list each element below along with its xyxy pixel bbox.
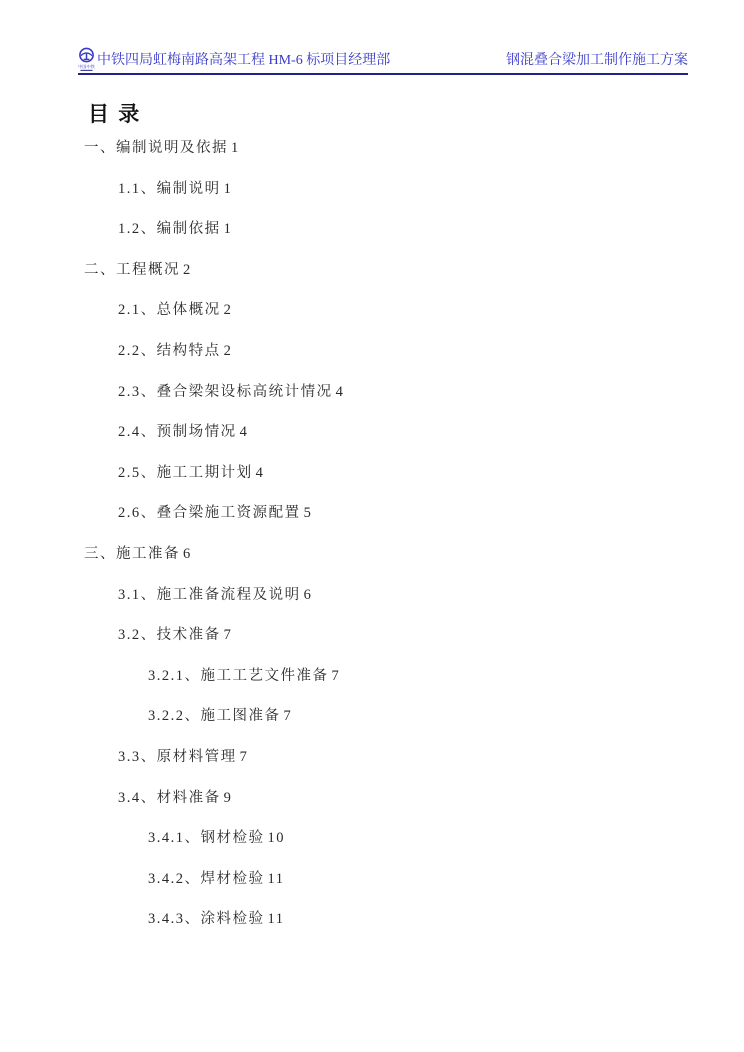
toc-entry-label: 一、编制说明及依据 bbox=[84, 140, 228, 156]
toc-entry bbox=[84, 534, 704, 575]
toc-entry-label: 3.1、施工准备流程及说明 bbox=[118, 586, 301, 603]
toc-entry bbox=[84, 331, 704, 372]
toc-entry-page-number: 9 bbox=[223, 789, 233, 806]
toc-entry-page-number: 10 bbox=[267, 830, 285, 847]
toc-entry-page-number: 1 bbox=[231, 140, 240, 156]
toc-entry-label: 2.2、结构特点 bbox=[118, 342, 221, 359]
toc-entry-page-number: 11 bbox=[267, 911, 285, 928]
toc-entry bbox=[84, 818, 704, 859]
company-logo-icon bbox=[78, 47, 95, 73]
toc-entry-label: 三、施工准备 bbox=[84, 545, 180, 562]
toc-list bbox=[84, 128, 704, 940]
toc-entry-label: 2.4、预制场情况 bbox=[118, 424, 237, 441]
toc-entry-page-number: 2 bbox=[223, 302, 233, 319]
toc-entry-page-number: 7 bbox=[223, 627, 233, 644]
toc-entry-label: 3.4、材料准备 bbox=[118, 789, 221, 806]
toc-entry-page-number: 1 bbox=[223, 180, 233, 197]
toc-entry-page-number: 6 bbox=[183, 545, 192, 562]
toc-entry-label: 2.5、施工工期计划 bbox=[118, 464, 253, 481]
page-header bbox=[78, 44, 688, 75]
toc-entry bbox=[84, 696, 704, 737]
toc-entry-label: 二、工程概况 bbox=[84, 261, 180, 278]
toc-entry-page-number: 1 bbox=[223, 221, 233, 238]
page-title: 目 录 bbox=[88, 102, 142, 126]
toc-entry-page-number: 2 bbox=[183, 261, 192, 278]
toc-entry bbox=[84, 859, 704, 900]
toc-entry-label: 1.1、编制说明 bbox=[118, 180, 221, 197]
toc-entry-page-number: 5 bbox=[303, 505, 313, 522]
toc-entry bbox=[84, 209, 704, 250]
toc-entry-page-number: 2 bbox=[223, 342, 233, 359]
toc-entry bbox=[84, 412, 704, 453]
toc-entry-label: 2.6、叠合梁施工资源配置 bbox=[118, 505, 301, 522]
toc-entry-page-number: 4 bbox=[239, 424, 249, 441]
toc-entry-label: 3.2.2、施工图准备 bbox=[148, 708, 281, 725]
toc-entry-label: 3.4.3、涂料检验 bbox=[148, 911, 265, 928]
toc-entry-page-number: 7 bbox=[283, 708, 293, 725]
toc-entry-label: 3.3、原材料管理 bbox=[118, 748, 237, 765]
toc-entry-page-number: 11 bbox=[267, 870, 285, 887]
toc-entry-label: 3.4.1、钢材检验 bbox=[148, 830, 265, 847]
logo-caption: 中国中铁 bbox=[78, 64, 95, 69]
toc-entry bbox=[84, 453, 704, 494]
header-left bbox=[78, 44, 390, 70]
toc-entry bbox=[84, 778, 704, 819]
toc-entry-page-number: 4 bbox=[335, 383, 345, 400]
header-right-title: 钢混叠合梁加工制作施工方案 bbox=[506, 53, 688, 68]
toc-entry-label: 3.4.2、焊材检验 bbox=[148, 870, 265, 887]
toc-entry-label: 2.3、叠合梁架设标高统计情况 bbox=[118, 383, 333, 400]
toc-entry-label: 2.1、总体概况 bbox=[118, 302, 221, 319]
toc-entry bbox=[84, 372, 704, 413]
toc-entry-label: 1.2、编制依据 bbox=[118, 221, 221, 238]
toc-entry-page-number: 4 bbox=[255, 464, 265, 481]
toc-entry bbox=[84, 575, 704, 616]
header-left-title: 中铁四局虹梅南路高架工程 HM-6 标项目经理部 bbox=[97, 53, 391, 68]
toc-entry bbox=[84, 169, 704, 210]
toc-entry-page-number: 6 bbox=[303, 586, 313, 603]
toc-entry-page-number: 7 bbox=[331, 667, 341, 684]
toc-entry bbox=[84, 899, 704, 940]
toc-entry bbox=[84, 737, 704, 778]
toc-entry bbox=[84, 615, 704, 656]
toc-entry bbox=[84, 493, 704, 534]
toc-entry-page-number: 7 bbox=[239, 748, 249, 765]
toc-entry bbox=[84, 128, 704, 169]
toc-entry bbox=[84, 250, 704, 291]
toc-entry-label: 3.2.1、施工工艺文件准备 bbox=[148, 667, 329, 684]
toc-entry bbox=[84, 656, 704, 697]
toc-entry bbox=[84, 290, 704, 331]
toc-entry-label: 3.2、技术准备 bbox=[118, 627, 221, 644]
